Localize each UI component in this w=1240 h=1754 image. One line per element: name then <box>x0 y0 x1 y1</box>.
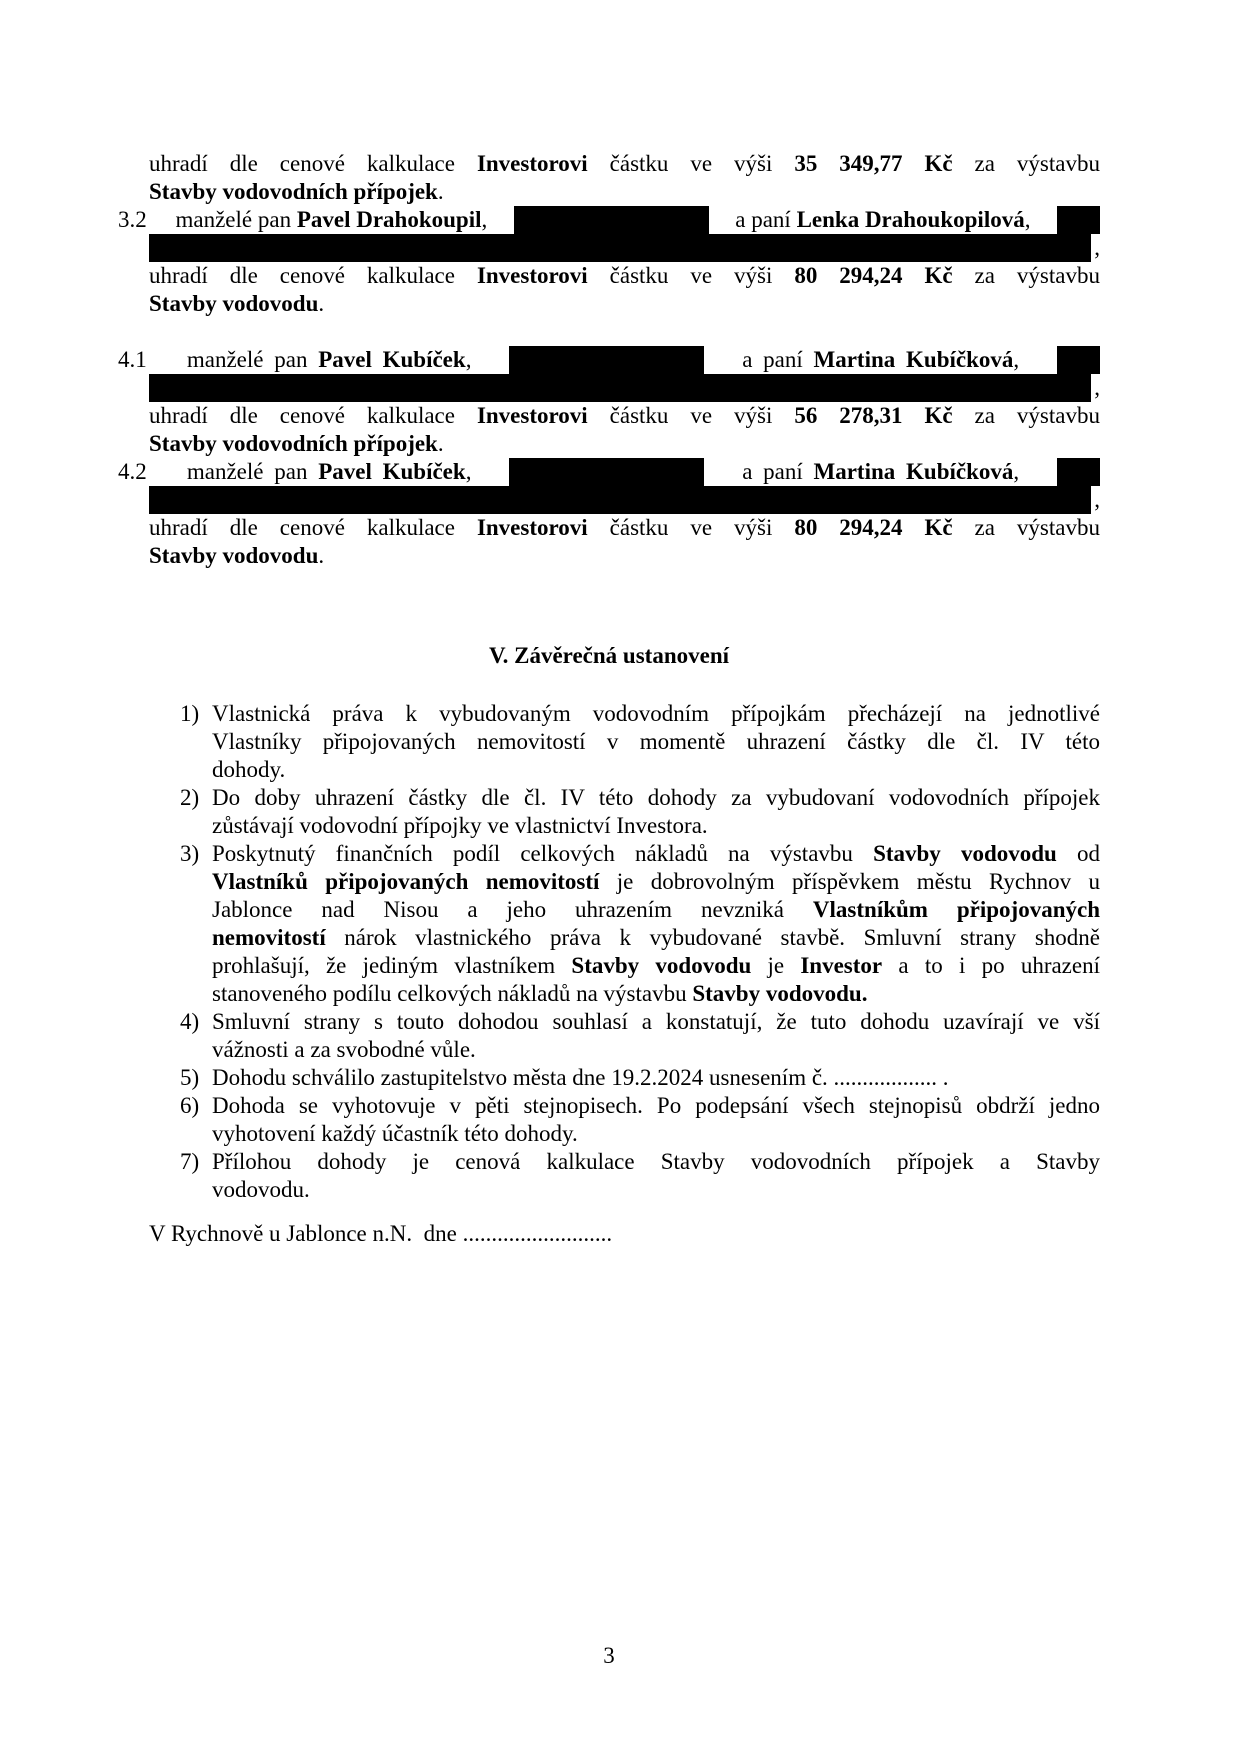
list-line-text <box>212 1148 1100 1176</box>
bold-text-segment: Investorovi <box>476 403 588 428</box>
text-segment: , <box>465 459 472 484</box>
redaction-block-line-end <box>1057 458 1100 486</box>
text-segment: částku ve výši <box>587 403 795 428</box>
redaction-block-inline <box>514 206 709 234</box>
bold-text-segment: Lenka Drahoukopilová <box>796 207 1025 232</box>
bold-text-segment: 56 278,31 Kč <box>794 403 953 428</box>
redacted-line-comma: , <box>1094 235 1100 260</box>
text-segment: vážnosti a za svobodné vůle. <box>212 1037 476 1062</box>
text-segment: , <box>465 347 472 372</box>
bold-text-segment: Stavby vodovodu <box>873 841 1057 866</box>
bold-text-segment: Investor <box>800 953 883 978</box>
list-item-2 <box>118 784 1100 840</box>
text-segment: , <box>481 207 488 232</box>
clause-number: 3.2 <box>118 207 147 232</box>
redacted-line-comma: , <box>1094 487 1100 512</box>
list-line-text <box>212 840 1100 868</box>
list-line <box>212 868 1100 896</box>
list-item-number: 3) <box>180 841 200 866</box>
final-provisions-list <box>118 700 1100 1204</box>
text-segment: uhradí dle cenové kalkulace <box>149 403 477 428</box>
list-line <box>212 1120 1100 1148</box>
text-segment: Smluvní strany s touto dohodou souhlasí a konstatují, že tuto dohodu uzavírají ve vší <box>212 1009 1100 1034</box>
party-husband-text <box>176 206 488 234</box>
clause-number: 4.2 <box>118 459 147 484</box>
text-segment: a paní <box>735 207 797 232</box>
text-segment: vyhotovení každý účastník této dohody. <box>212 1121 578 1146</box>
list-line <box>212 756 1100 784</box>
text-segment: manželé pan <box>186 347 319 372</box>
text-segment: Poskytnutý finančních podíl celkových nákladů na výstavbu <box>212 841 874 866</box>
bold-text-segment: Investorovi <box>476 151 588 176</box>
text-segment: prohlašují, že jediným vlastníkem <box>212 953 572 978</box>
bold-text-segment: Stavby vodovodu <box>149 291 319 316</box>
list-line <box>118 1008 1100 1036</box>
list-line <box>118 1064 1100 1092</box>
text-segment: uhradí dle cenové kalkulace <box>149 263 477 288</box>
text-segment: Dohodu schválilo zastupitelstvo města dne 19.2.2024 usnesením č. .................. . <box>212 1065 949 1090</box>
text-segment: za výstavbu <box>952 151 1100 176</box>
list-line <box>212 980 1100 1008</box>
text-segment: . <box>437 431 444 456</box>
text-segment: uhradí dle cenové kalkulace <box>149 151 477 176</box>
text-segment: nárok vlastnického práva k vybudované stavbě. Smluvní strany shodně <box>325 925 1100 950</box>
list-line <box>212 896 1100 924</box>
party-wife-text <box>742 458 1019 486</box>
clause-3-1-title-line <box>149 178 1100 206</box>
party-wife-text <box>735 206 1030 234</box>
redaction-block-inline <box>509 346 704 374</box>
list-item-6 <box>118 1092 1100 1148</box>
text-segment: uhradí dle cenové kalkulace <box>149 515 477 540</box>
redacted-line-comma: , <box>1094 375 1100 400</box>
bold-text-segment: 35 349,77 Kč <box>794 151 953 176</box>
text-segment: , <box>1013 459 1020 484</box>
text-segment: je dobrovolným příspěvkem městu Rychnov u <box>599 869 1100 894</box>
text-segment: je <box>751 953 801 978</box>
list-line-text <box>212 1064 1100 1092</box>
list-item-number: 6) <box>180 1093 200 1118</box>
document-content <box>118 150 1100 1248</box>
bold-text-segment: Investorovi <box>476 263 588 288</box>
list-line <box>212 812 1100 840</box>
text-segment: Do doby uhrazení částky dle čl. IV této dohody za vybudovaní vodovodních přípojek <box>212 785 1100 810</box>
text-segment: částku ve výši <box>587 263 795 288</box>
bold-text-segment: 80 294,24 Kč <box>794 515 953 540</box>
clause-4-1-parties-line <box>118 346 1100 374</box>
redaction-block-full <box>149 234 1091 262</box>
text-segment: stanoveného podílu celkových nákladů na výstavbu <box>212 981 693 1006</box>
clause-3-2-amount-line <box>149 262 1100 290</box>
list-line <box>118 1092 1100 1120</box>
list-item-number: 5) <box>180 1065 200 1090</box>
party-wife-text <box>742 346 1019 374</box>
text-segment: dohody. <box>212 757 286 782</box>
list-line-text <box>212 784 1100 812</box>
text-segment: od <box>1056 841 1100 866</box>
clause-4-2-parties-line <box>118 458 1100 486</box>
bold-text-segment: nemovitostí <box>212 925 326 950</box>
bold-text-segment: Stavby vodovodu <box>149 543 319 568</box>
list-item-number: 4) <box>180 1009 200 1034</box>
text-segment: Vlastníky připojovaných nemovitostí v momentě uhrazení částky dle čl. IV této <box>212 729 1100 754</box>
text-segment: za výstavbu <box>952 263 1100 288</box>
redacted-address-line <box>149 486 1100 514</box>
bold-text-segment: Vlastníkům připojovaných <box>812 897 1100 922</box>
list-line-text <box>212 1008 1100 1036</box>
text-segment: Jablonce nad Nisou a jeho uhrazením nevzniká <box>212 897 813 922</box>
blank-line <box>118 318 1100 346</box>
text-segment: . <box>318 291 325 316</box>
clause-4-1-amount-line <box>149 402 1100 430</box>
text-segment: částku ve výši <box>587 515 795 540</box>
redaction-block-line-end <box>1057 206 1100 234</box>
bold-text-segment: Stavby vodovodních přípojek <box>149 431 438 456</box>
list-line-text <box>212 700 1100 728</box>
text-segment: . <box>318 543 325 568</box>
text-segment: . <box>437 179 444 204</box>
bold-text-segment: Stavby vodovodu <box>571 953 752 978</box>
text-segment: za výstavbu <box>952 403 1100 428</box>
text-segment: Dohoda se vyhotovuje v pěti stejnopisech. Po podepsání všech stejnopisů obdrží jedno <box>212 1093 1100 1118</box>
text-segment: a to i po uhrazení <box>882 953 1100 978</box>
list-item-4 <box>118 1008 1100 1064</box>
list-line <box>118 700 1100 728</box>
list-line <box>212 924 1100 952</box>
section-heading: V. Závěrečná ustanovení <box>488 643 730 668</box>
list-line <box>118 1148 1100 1176</box>
list-item-5 <box>118 1064 1100 1092</box>
party-husband-text <box>187 458 472 486</box>
bold-text-segment: Pavel Kubíček <box>318 347 466 372</box>
bold-text-segment: Pavel Drahokoupil <box>296 207 482 232</box>
redaction-block-full <box>149 374 1091 402</box>
list-line <box>212 952 1100 980</box>
list-line-text <box>212 1092 1100 1120</box>
list-line <box>212 728 1100 756</box>
party-husband-text <box>187 346 472 374</box>
bold-text-segment: Stavby vodovodu. <box>692 981 868 1006</box>
redaction-block-inline <box>509 458 704 486</box>
text-segment: vodovodu. <box>212 1177 310 1202</box>
clause-4-2-amount-line <box>149 514 1100 542</box>
text-segment: Přílohou dohody je cenová kalkulace Stavby vodovodních přípojek a Stavby <box>212 1149 1100 1174</box>
redacted-address-line <box>149 374 1100 402</box>
bold-text-segment: Vlastníků připojovaných nemovitostí <box>212 869 600 894</box>
blank-space <box>118 670 1100 700</box>
list-item-number: 2) <box>180 785 200 810</box>
blank-space <box>118 1204 1100 1220</box>
redaction-block-line-end <box>1057 346 1100 374</box>
clause-3-2-title-line <box>149 290 1100 318</box>
redacted-address-line <box>149 234 1100 262</box>
clause-3-2-parties-line <box>118 206 1100 234</box>
list-item-3 <box>118 840 1100 1008</box>
clause-number: 4.1 <box>118 347 147 372</box>
text-segment: a paní <box>742 347 814 372</box>
dateline: V Rychnově u Jablonce n.N. dne .......................... <box>149 1221 613 1246</box>
text-segment: Vlastnická práva k vybudovaným vodovodním přípojkám přecházejí na jednotlivé <box>212 701 1100 726</box>
text-segment: a paní <box>742 459 814 484</box>
text-segment: , <box>1024 207 1031 232</box>
redaction-block-full <box>149 486 1091 514</box>
list-item-1 <box>118 700 1100 784</box>
text-segment: částku ve výši <box>587 151 795 176</box>
bold-text-segment: Investorovi <box>476 515 588 540</box>
text-segment: , <box>1013 347 1020 372</box>
bold-text-segment: Martina Kubíčková <box>813 459 1014 484</box>
list-line <box>118 784 1100 812</box>
text-segment: zůstávají vodovodní přípojky ve vlastnictví Investora. <box>212 813 708 838</box>
clause-4-2-title-line <box>149 542 1100 570</box>
list-item-number: 1) <box>180 701 200 726</box>
bold-text-segment: Stavby vodovodních přípojek <box>149 179 438 204</box>
bold-text-segment: Martina Kubíčková <box>813 347 1014 372</box>
bold-text-segment: 80 294,24 Kč <box>794 263 953 288</box>
blank-space <box>118 570 1100 642</box>
clause-4-1-title-line <box>149 430 1100 458</box>
list-item-number: 7) <box>180 1149 200 1174</box>
text-segment: za výstavbu <box>952 515 1100 540</box>
clause-3-1-amount-line <box>149 150 1100 178</box>
page-number: 3 <box>603 1643 615 1668</box>
list-item-7 <box>118 1148 1100 1204</box>
text-segment: manželé pan <box>175 207 297 232</box>
list-line <box>212 1036 1100 1064</box>
list-line <box>212 1176 1100 1204</box>
bold-text-segment: Pavel Kubíček <box>318 459 466 484</box>
list-line <box>118 840 1100 868</box>
text-segment: manželé pan <box>186 459 319 484</box>
